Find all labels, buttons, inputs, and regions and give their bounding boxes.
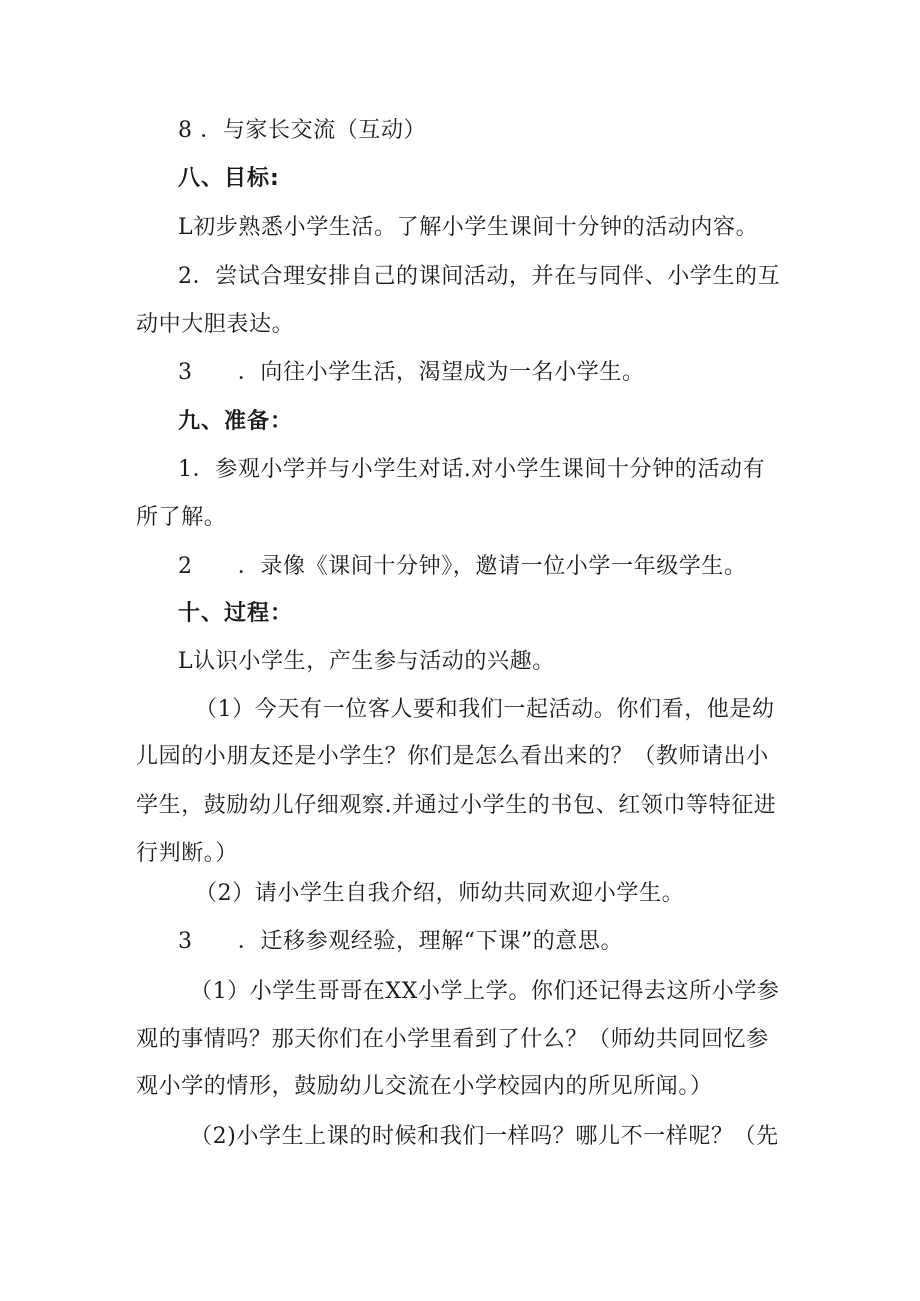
paragraph-line: 行判断。） bbox=[136, 841, 239, 866]
process-step-3-sub-1: （1）小学生哥哥在XX小学上学。你们还记得去这所小学参 bbox=[190, 979, 780, 1004]
process-step-1-sub-1: （1）今天有一位客人要和我们一起活动。你们看，他是幼 bbox=[195, 697, 775, 722]
preparation-item-1-continued: 所了解。 bbox=[136, 505, 227, 530]
process-step-3: 3 ．迁移参观经验，理解“下课”的意思。 bbox=[178, 929, 624, 954]
heading-preparation: 九、准备： bbox=[178, 409, 294, 434]
heading-goals: 八、目标: bbox=[178, 166, 280, 191]
preparation-item-1: 1．参观小学并与小学生对话.对小学生课间十分钟的活动有 bbox=[178, 457, 766, 482]
paragraph-line: 观小学的情形，鼓励幼儿交流在小学校园内的所见所闻。） bbox=[136, 1074, 713, 1099]
heading-process: 十、过程： bbox=[178, 601, 294, 626]
process-step-1: L认识小学生，产生参与活动的兴趣。 bbox=[178, 649, 555, 674]
goal-item-1: L初步熟悉小学生活。了解小学生课间十分钟的活动内容。 bbox=[178, 215, 759, 240]
list-item-parent-communication: 8 ．与家长交流（互动） bbox=[178, 118, 427, 143]
process-step-1-sub-2: （2）请小学生自我介绍，师幼共同欢迎小学生。 bbox=[195, 881, 685, 906]
paragraph-line: 儿园的小朋友还是小学生？你们是怎么看出来的？（教师请出小 bbox=[136, 744, 769, 769]
process-step-3-sub-2: （2)小学生上课的时候和我们一样吗？哪儿不一样呢？（先 bbox=[190, 1124, 779, 1149]
paragraph-line: 学生，鼓励幼儿仔细观察.并通过小学生的书包、红领巾等特征进 bbox=[136, 793, 777, 818]
paragraph-line: 观的事情吗？那天你们在小学里看到了什么？（师幼共同回忆参 bbox=[136, 1027, 769, 1052]
preparation-item-2: 2 ．录像《课间十分钟》，邀请一位小学一年级学生。 bbox=[178, 554, 747, 579]
goal-item-3: 3 ．向往小学生活，渴望成为一名小学生。 bbox=[178, 360, 645, 385]
goal-item-2-continued: 动中大胆表达。 bbox=[136, 312, 295, 337]
goal-item-2: 2．尝试合理安排自己的课间活动，并在与同伴、小学生的互 bbox=[178, 264, 781, 289]
